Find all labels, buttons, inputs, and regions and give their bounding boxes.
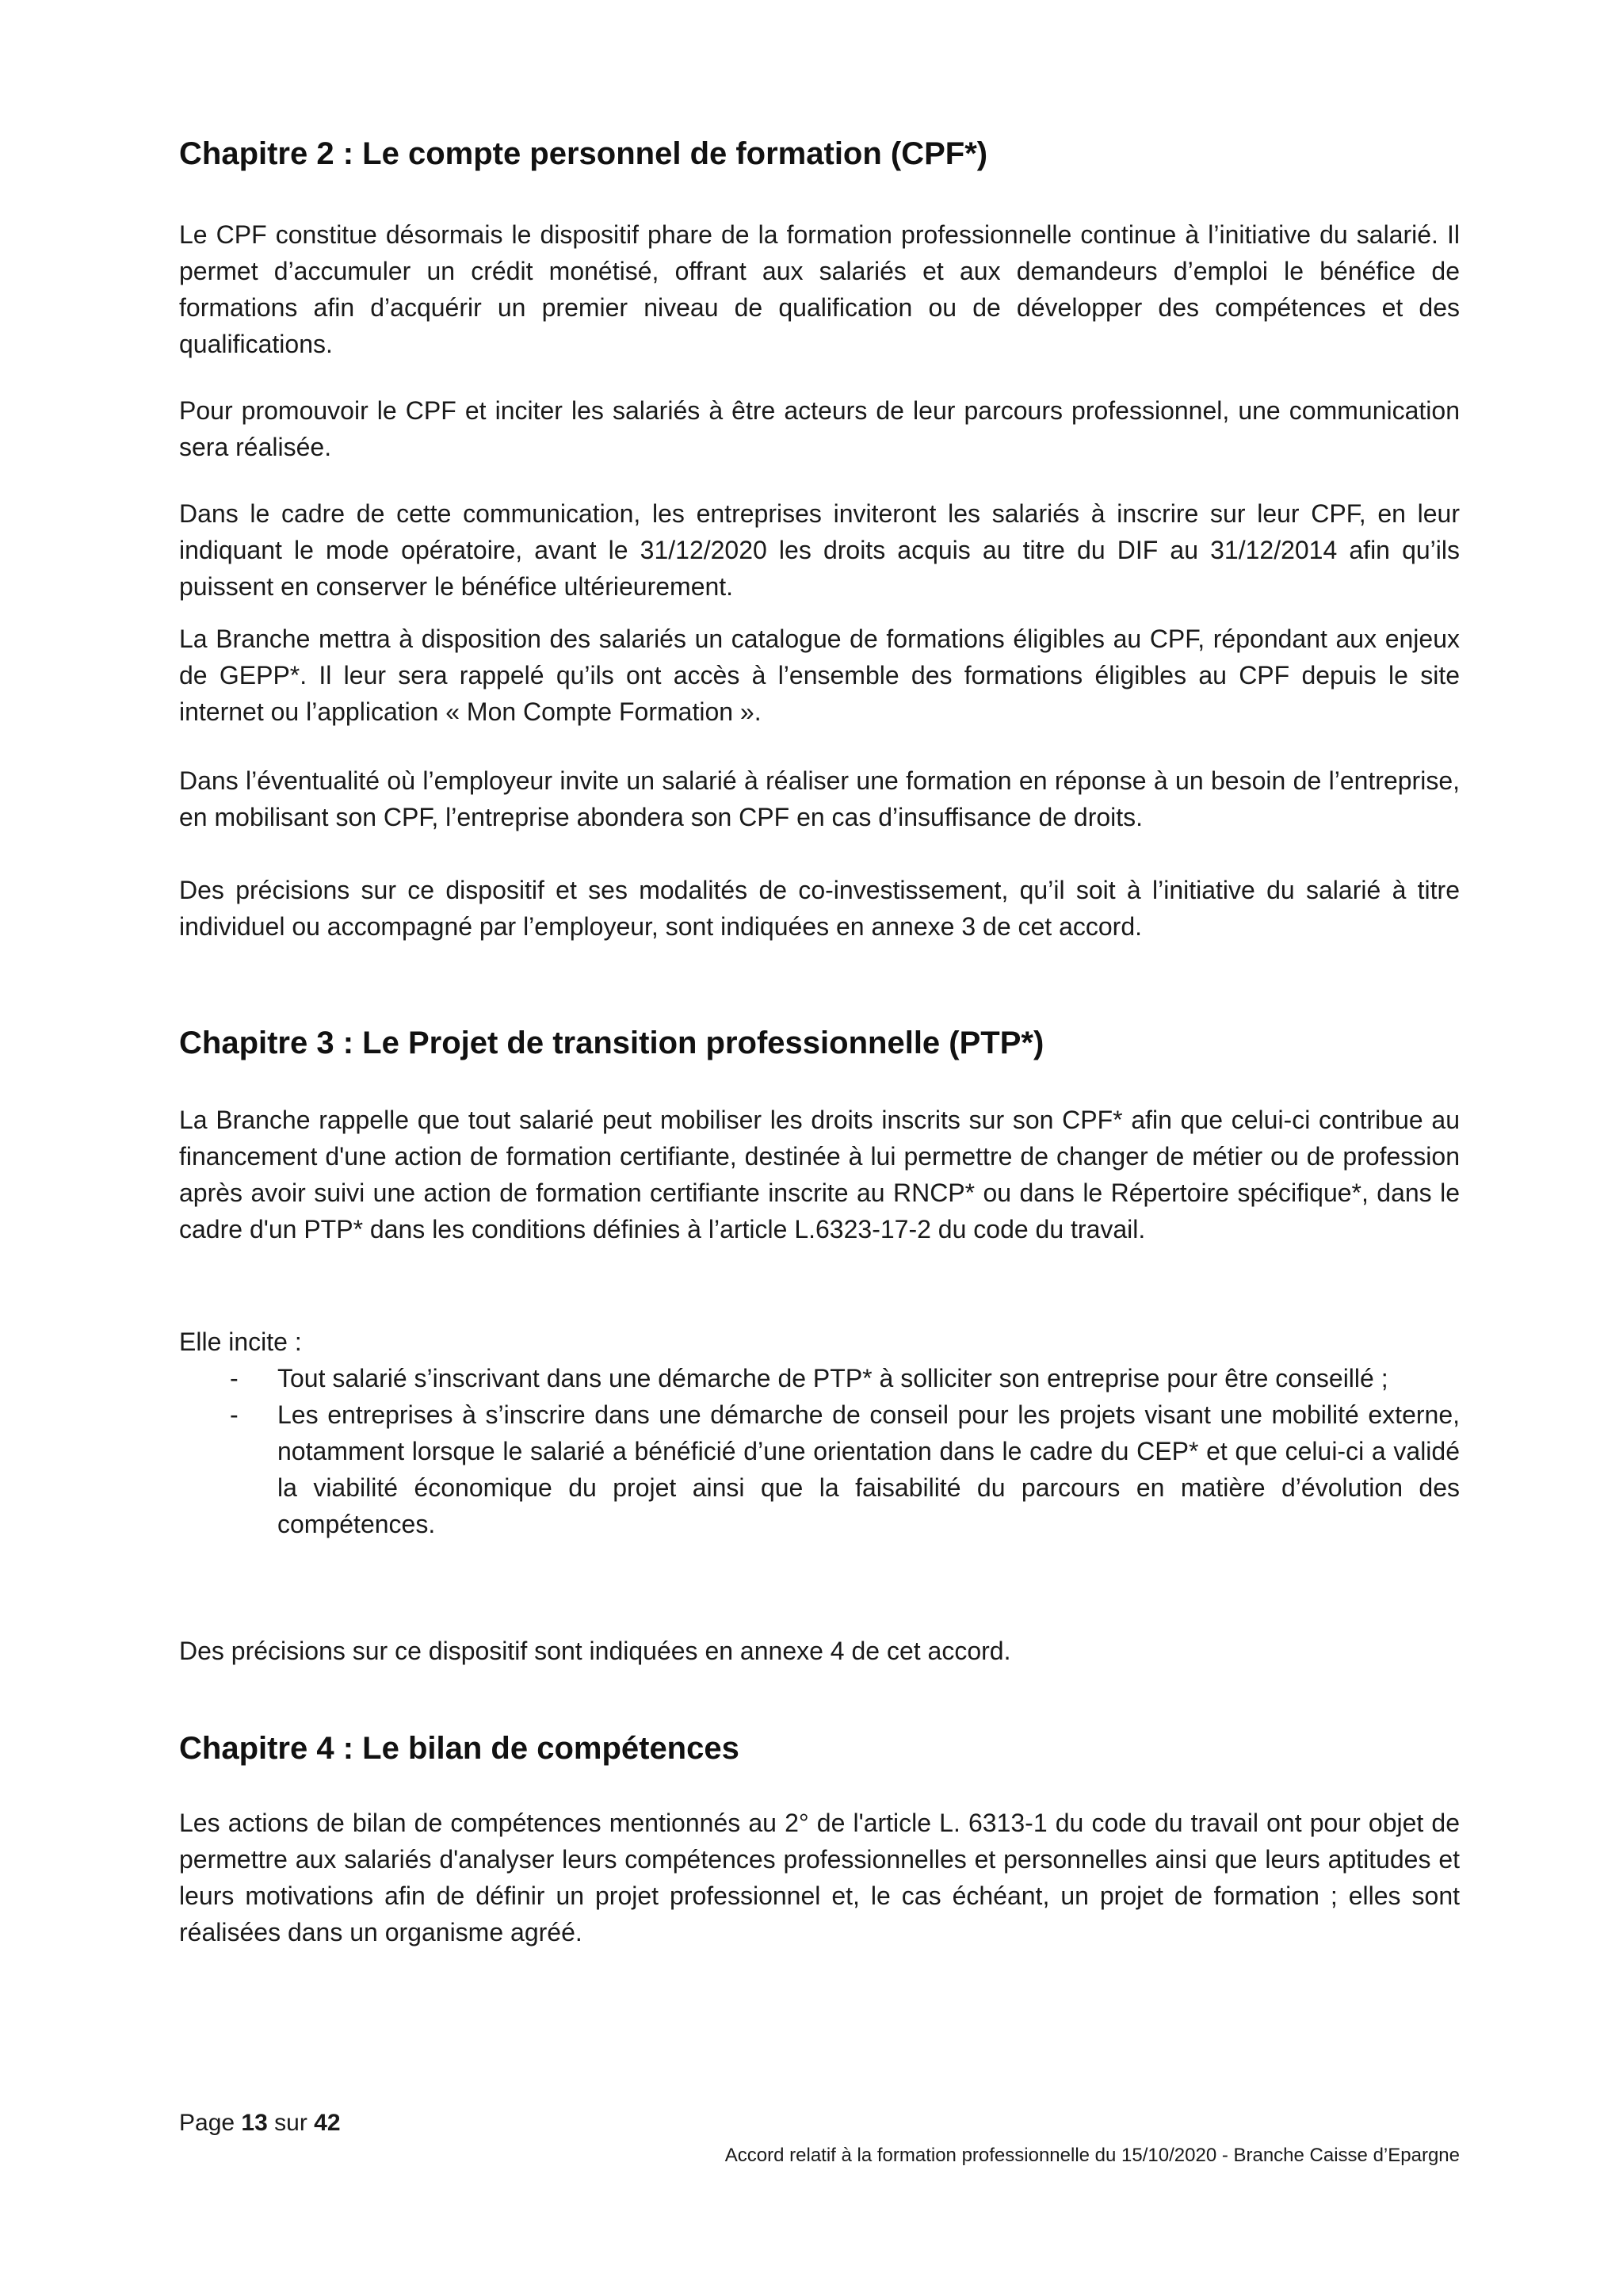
chapter-2-paragraph-2: Pour promouvoir le CPF et inciter les salariés à être acteurs de leur parcours professionnel, une communication sera réalisée. <box>179 396 1460 461</box>
chapter-3-bullet-list <box>179 1360 1460 1542</box>
chapter-4-title: Chapitre 4 : Le bilan de compétences <box>179 1731 739 1766</box>
chapter-2-paragraph-1: Le CPF constitue désormais le dispositif phare de la formation professionnelle continue à l’initiative du salarié. Il permet d’accumuler un crédit monétisé, offrant aux salariés et aux demandeurs d’emploi le bénéfice de formations afin d’acquérir un premier niveau de qualification ou de développer des compétences et des qualifications. <box>179 220 1460 358</box>
chapter-2-paragraph-5: Dans l’éventualité où l’employeur invite un salarié à réaliser une formation en réponse à un besoin de l’entreprise, en mobilisant son CPF, l’entreprise abondera son CPF en cas d’insuffisance de droits. <box>179 766 1460 831</box>
chapter-3-paragraph-1: La Branche rappelle que tout salarié peut mobiliser les droits inscrits sur son CPF* afin que celui-ci contribue au financement d'une action de formation certifiante, destinée à lui permettre de changer de métier ou de profession après avoir suivi une action de formation certifiante inscrite au RNCP* ou dans le Répertoire spécifique*, dans le cadre d'un PTP* dans les conditions définies à l’article L.6323-17-2 du code du travail. <box>179 1106 1460 1244</box>
page-number <box>179 2110 341 2137</box>
chapter-2-title: Chapitre 2 : Le compte personnel de formation (CPF*) <box>179 136 988 171</box>
chapter-3-paragraph-2: Des précisions sur ce dispositif sont indiquées en annexe 4 de cet accord. <box>179 1637 1011 1665</box>
chapter-2-paragraph-6: Des précisions sur ce dispositif et ses modalités de co-investissement, qu’il soit à l’initiative du salarié à titre individuel ou accompagné par l’employeur, sont indiquées en annexe 3 de cet accord. <box>179 876 1460 941</box>
list-item <box>179 1360 1460 1396</box>
page-total: 42 <box>314 2110 341 2136</box>
chapter-4-paragraph-1: Les actions de bilan de compétences mentionnés au 2° de l'article L. 6313-1 du code du travail ont pour objet de permettre aux salariés d'analyser leurs compétences professionnelles et personnelles ainsi que leurs aptitudes et leurs motivations afin de définir un projet professionnel et, le cas échéant, un projet de formation ; elles sont réalisées dans un organisme agréé. <box>179 1809 1460 1946</box>
bullet-dash: - <box>230 1400 239 1429</box>
page-current: 13 <box>241 2110 268 2136</box>
page-separator: sur <box>274 2110 307 2136</box>
list-item-text: Tout salarié s’inscrivant dans une démarche de PTP* à solliciter son entreprise pour être conseillé ; <box>277 1364 1388 1392</box>
chapter-3-intro: Elle incite : <box>179 1328 302 1356</box>
footer-accord-title: Accord relatif à la formation professionnelle du 15/10/2020 - Branche Caisse d’Epargne <box>724 2145 1460 2166</box>
chapter-3-title: Chapitre 3 : Le Projet de transition professionnelle (PTP*) <box>179 1026 1044 1060</box>
page-label: Page <box>179 2110 235 2136</box>
list-item-text: Les entreprises à s’inscrire dans une démarche de conseil pour les projets visant une mobilité externe, notamment lorsque le salarié a bénéficié d’une orientation dans le cadre du CEP* et que celui-ci a validé la viabilité économique du projet ainsi que la faisabilité du parcours en matière d’évolution des compétences. <box>277 1400 1460 1538</box>
chapter-2-paragraph-4: La Branche mettra à disposition des salariés un catalogue de formations éligibles au CPF, répondant aux enjeux de GEPP*. Il leur sera rappelé qu’ils ont accès à l’ensemble des formations éligibles au CPF depuis le site internet ou l’application « Mon Compte Formation ». <box>179 625 1460 726</box>
chapter-2-paragraph-3: Dans le cadre de cette communication, les entreprises inviteront les salariés à inscrire sur leur CPF, en leur indiquant le mode opératoire, avant le 31/12/2020 les droits acquis au titre du DIF au 31/12/2014 afin qu’ils puissent en conserver le bénéfice ultérieurement. <box>179 499 1460 601</box>
list-item <box>179 1396 1460 1542</box>
bullet-dash: - <box>230 1364 239 1392</box>
